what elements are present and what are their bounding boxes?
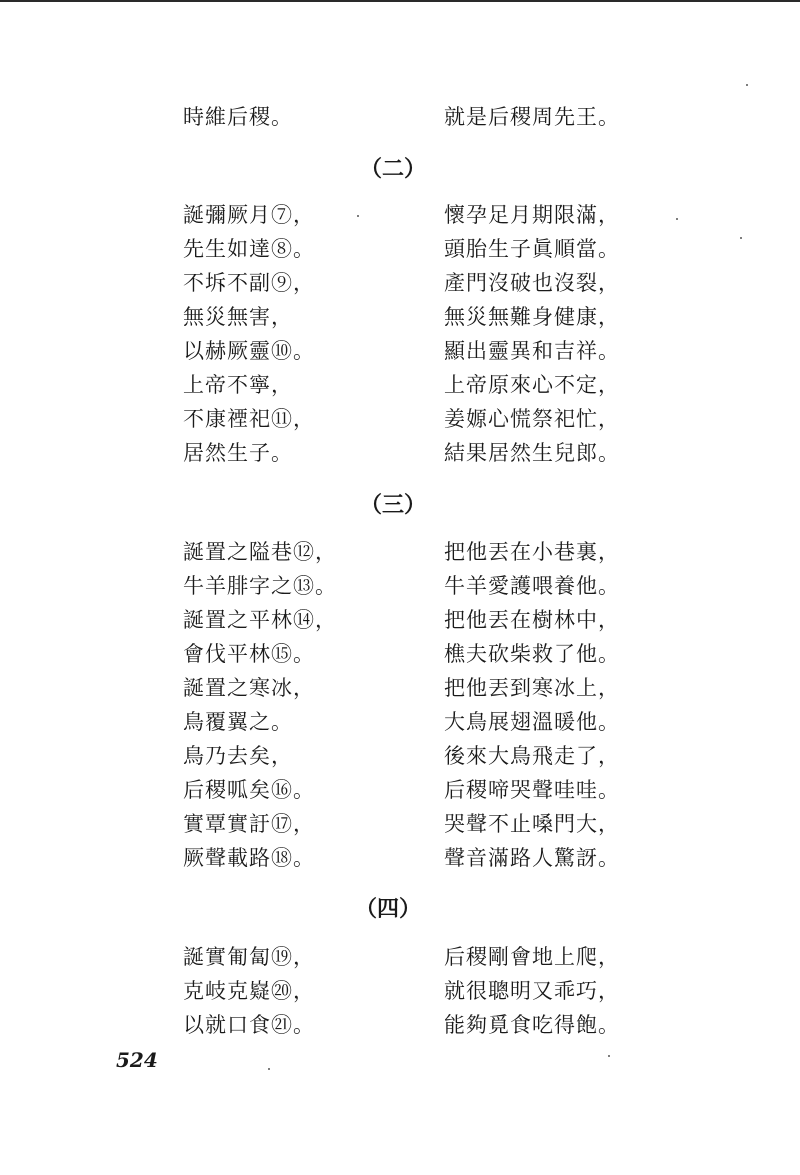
verse-translation: 樵夫砍柴救了他。: [444, 642, 620, 666]
verse-original: 先生如達⑧。: [183, 237, 315, 261]
verse-original: 克岐克嶷⑳，: [183, 979, 315, 1003]
verse-translation: 能夠覓食吃得飽。: [444, 1013, 620, 1037]
verse-original: 無災無害，: [183, 305, 293, 329]
verse-original: 不坼不副⑨，: [183, 271, 315, 295]
verse-original: 鳥乃去矣，: [183, 744, 293, 768]
verse-translation: 無災無難身健康，: [444, 305, 620, 329]
verse-original: 牛羊腓字之⑬。: [183, 574, 337, 598]
scan-speck: [357, 215, 359, 217]
verse-translation: 后稷剛會地上爬，: [444, 945, 620, 969]
scan-speck: [676, 218, 678, 220]
scan-speck: [740, 237, 742, 239]
verse-original: 誕置之隘巷⑫，: [183, 540, 337, 564]
verse-original: 居然生子。: [183, 441, 293, 465]
verse-original: 以赫厥靈⑩。: [183, 339, 315, 363]
verse-translation: 大鳥展翅溫暖他。: [444, 710, 620, 734]
verse-original: 鳥覆翼之。: [183, 710, 293, 734]
verse-translation: 就很聰明又乖巧，: [444, 979, 620, 1003]
verse-original: 誕置之寒冰，: [183, 676, 315, 700]
scan-speck: [746, 84, 748, 86]
verse-translation: 把他丟在樹林中，: [444, 608, 620, 632]
verse-translation: 牛羊愛護喂養他。: [444, 574, 620, 598]
verse-original: 會伐平林⑮。: [183, 642, 315, 666]
verse-original: 以就口食㉑。: [183, 1013, 315, 1037]
section-heading-2: （二）: [360, 156, 427, 182]
page-top-border: [0, 0, 800, 2]
verse-translation: 姜嫄心慌祭祀忙，: [444, 407, 620, 431]
scan-speck: [268, 1068, 270, 1070]
section-heading-3: （三）: [360, 492, 427, 518]
verse-original: 上帝不寧，: [183, 373, 293, 397]
verse-translation: 就是后稷周先王。: [444, 105, 620, 129]
verse-original: 后稷呱矣⑯。: [183, 778, 315, 802]
scan-speck: [608, 1055, 610, 1057]
verse-original: 時維后稷。: [183, 105, 293, 129]
verse-translation: 哭聲不止嗓門大，: [444, 812, 620, 836]
verse-translation: 后稷啼哭聲哇哇。: [444, 778, 620, 802]
verse-original: 誕彌厥月⑦，: [183, 203, 315, 227]
verse-original: 誕實匍匐⑲，: [183, 945, 315, 969]
verse-original: 實覃實訏⑰，: [183, 812, 315, 836]
verse-original: 厥聲載路⑱。: [183, 846, 315, 870]
verse-translation: 結果居然生兒郎。: [444, 441, 620, 465]
verse-translation: 後來大鳥飛走了，: [444, 744, 620, 768]
section-heading-4: （四）: [355, 896, 422, 922]
verse-original: 誕置之平林⑭，: [183, 608, 337, 632]
verse-translation: 聲音滿路人驚訝。: [444, 846, 620, 870]
verse-translation: 把他丟到寒冰上，: [444, 676, 620, 700]
verse-original: 不康禋祀⑪，: [183, 407, 315, 431]
verse-translation: 顯出靈異和吉祥。: [444, 339, 620, 363]
verse-translation: 上帝原來心不定，: [444, 373, 620, 397]
verse-translation: 懷孕足月期限滿，: [444, 203, 620, 227]
page-number: 524: [116, 1048, 158, 1072]
verse-translation: 把他丟在小巷裏，: [444, 540, 620, 564]
verse-translation: 頭胎生子眞順當。: [444, 237, 620, 261]
verse-translation: 產門沒破也沒裂，: [444, 271, 620, 295]
